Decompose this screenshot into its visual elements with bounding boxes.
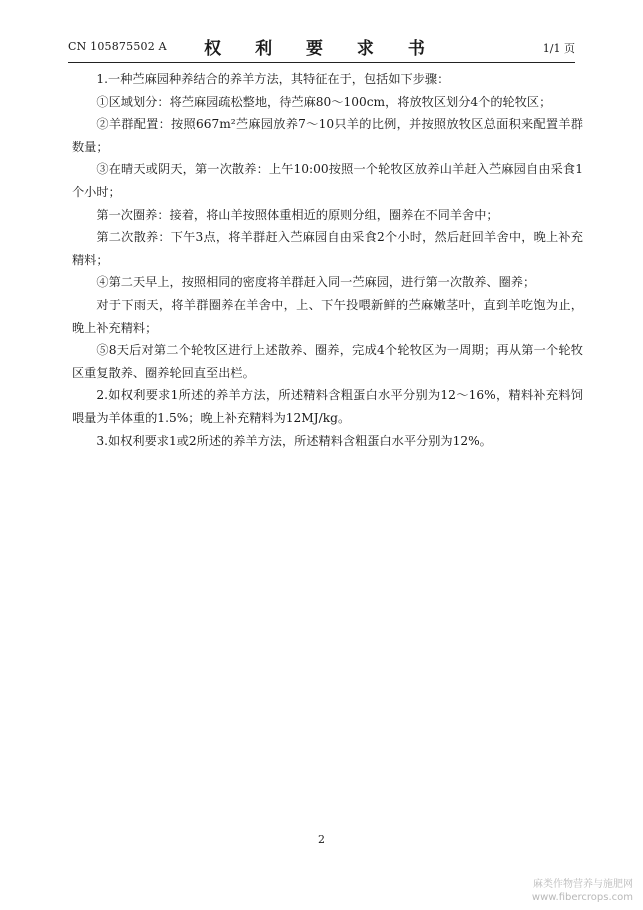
claim-paragraph: 2.如权利要求1所述的养羊方法，所述精料含粗蛋白水平分别为12～16%，精料补充料饲喂量为羊体重的1.5%；晚上补充精料为12MJ/kg。 — [72, 388, 583, 425]
claim-paragraph: 第二次散养：下午3点，将羊群赶入苎麻园自由采食2个小时，然后赶回羊舍中，晚上补充精料； — [72, 230, 583, 267]
claim-paragraph: ①区域划分：将苎麻园疏松整地，待苎麻80～100cm，将放牧区划分4个的轮牧区； — [96, 94, 552, 109]
header-divider — [68, 62, 575, 63]
claims-body — [72, 68, 583, 452]
page-title: 权 利 要 求 书 — [204, 39, 439, 59]
claim-paragraph: ⑤8天后对第二个轮牧区进行上述散养、圈养，完成4个轮牧区为一周期；再从第一个轮牧区重复散养、圈养轮回直至出栏。 — [72, 343, 583, 380]
claim-paragraph: ③在晴天或阴天，第一次散养：上午10:00按照一个轮牧区放养山羊赶入苎麻园自由采食1个小时； — [72, 162, 583, 199]
document-header — [68, 30, 575, 60]
claim-paragraph: ②羊群配置：按照667m²苎麻园放养7～10只羊的比例，并按照放牧区总面积来配置羊群数量； — [72, 117, 583, 154]
watermark-url: www.fibercrops.com — [531, 892, 633, 903]
claim-paragraph: ④第二天早上，按照相同的密度将羊群赶入同一苎麻园，进行第一次散养、圈养； — [96, 275, 536, 290]
claim-paragraph: 1.一种苎麻园种养结合的养羊方法，其特征在于，包括如下步骤： — [96, 72, 450, 86]
claim-paragraph: 第一次圈养：接着，将山羊按照体重相近的原则分组，圈养在不同羊舍中； — [96, 207, 499, 222]
claim-paragraph: 3.如权利要求1或2所述的养羊方法，所述精料含粗蛋白水平分别为12%。 — [96, 433, 492, 448]
watermark-title: 麻类作物营养与施肥网 — [533, 879, 633, 890]
page-number: 2 — [318, 833, 325, 846]
patent-number: CN 105875502 A — [68, 40, 167, 53]
page-count: 1/1 页 — [542, 42, 575, 55]
site-watermark — [532, 878, 633, 904]
claim-paragraph: 对于下雨天，将羊群圈养在羊舍中，上、下午投喂新鲜的苎麻嫩茎叶，直到羊吃饱为止，晚上补充精料； — [72, 297, 583, 335]
